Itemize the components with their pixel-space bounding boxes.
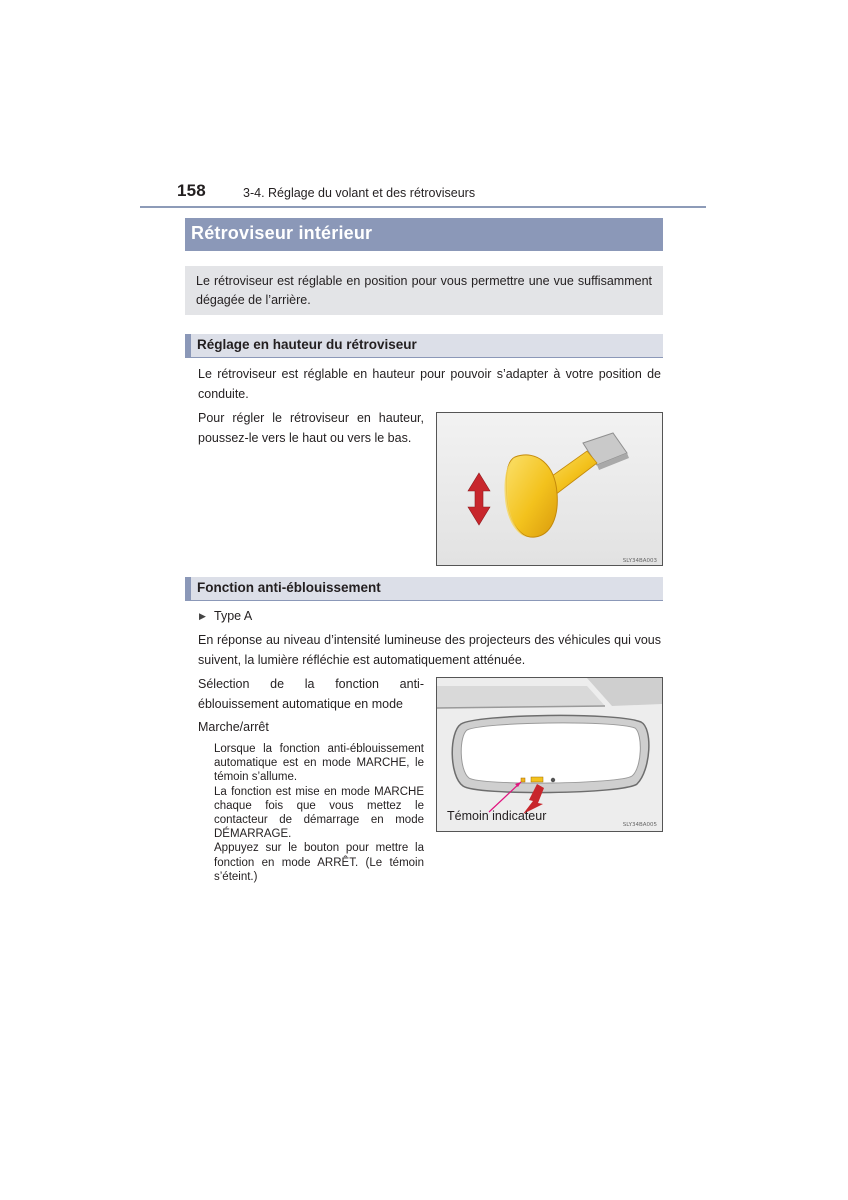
mirror-icon [452,715,649,792]
antiglare-para-2: Sélection de la fonction anti-éblouissement automatique en mode [198,677,424,711]
header-rule [140,206,706,208]
antiglare-figure [436,677,663,832]
intro-box [185,266,663,315]
mirror-height-figure [436,412,663,566]
figure-code: SLY34BA003 [622,558,657,564]
antiglare-note [214,742,424,884]
type-bullet-icon: ▶ [199,611,206,621]
intro-text: Le rétroviseur est réglable en position pour vous permettre une vue suffisamment dégagée de l’arrière. [196,274,652,307]
note-line-3: Appuyez sur le bouton pour mettre la fonction en mode ARRÊT. (Le témoin s’éteint.) [214,842,424,883]
mirror-height-illustration [437,413,662,565]
section-reference: 3-4. Réglage du volant et des rétroviseurs [243,186,476,200]
height-section-heading-text: Réglage en hauteur du rétroviseur [197,337,417,352]
height-section-heading [185,334,663,358]
indicator-label: Témoin indicateur [447,809,547,823]
page-title: Rétroviseur intérieur [191,223,373,243]
antiglare-para-3: Marche/arrêt [198,720,269,734]
page-number: 158 [177,181,206,200]
height-para-1: Le rétroviseur est réglable en hauteur pour pouvoir s’adapter à votre position de conduite. [198,367,661,401]
note-line-2: La fonction est mise en mode MARCHE chaque fois que vous mettez le contacteur de démarrage en mode DÉMARRAGE. [214,785,424,841]
page-title-bar [185,218,663,251]
antiglare-para-1: En réponse au niveau d’intensité lumineuse des projecteurs des véhicules qui vous suivent, la lumière réfléchie est automatiquement atténuée. [198,633,661,667]
note-line-1: Lorsque la fonction anti-éblouissement automatique est en mode MARCHE, le témoin s’allume. [214,743,424,784]
height-para-2: Pour régler le rétroviseur en hauteur, poussez-le vers le haut ou vers le bas. [198,411,424,445]
type-label: Type A [214,609,253,623]
antiglare-section-heading-text: Fonction anti-éblouissement [197,580,381,595]
figure-code-2: SLY34BA005 [622,822,657,828]
antiglare-section-heading [185,577,663,601]
